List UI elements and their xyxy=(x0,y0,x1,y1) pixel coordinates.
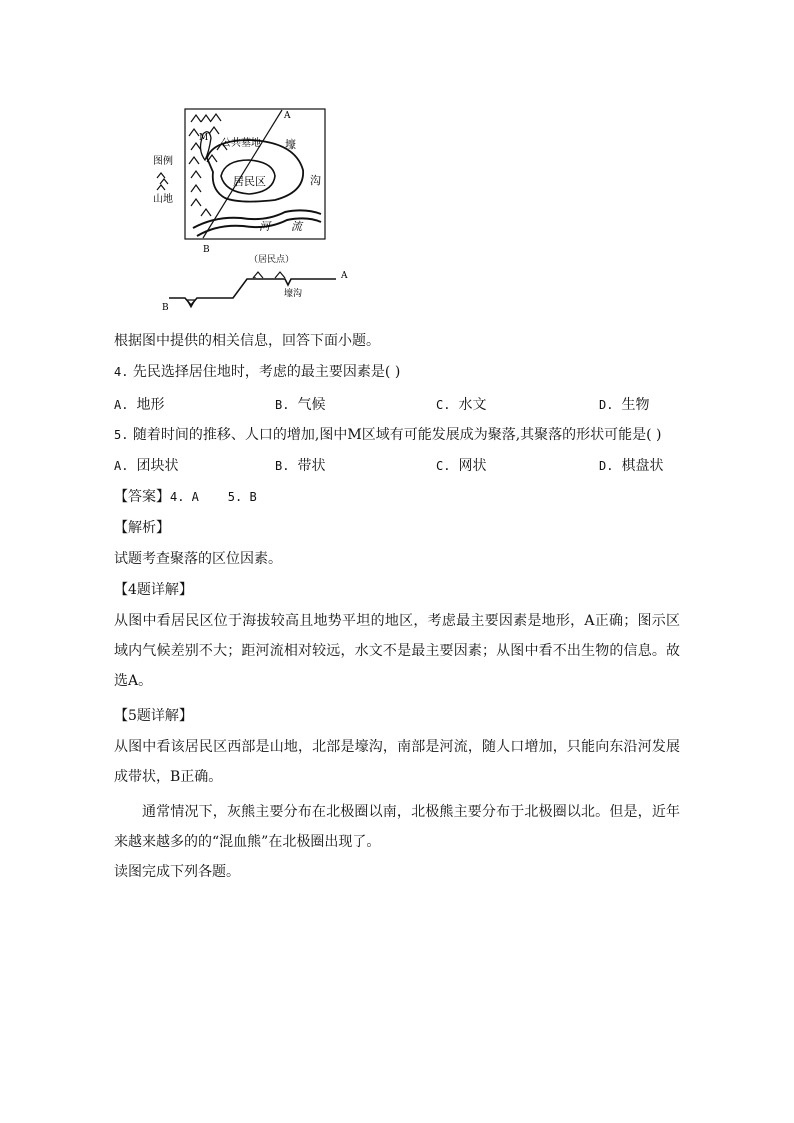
legend-title: 图例 xyxy=(153,156,173,167)
intro-text: 根据图中提供的相关信息，回答下面小题。 xyxy=(114,333,380,349)
residential-label: 居民区 xyxy=(233,175,266,188)
legend-item: 山地 xyxy=(153,194,173,205)
map-and-profile-svg xyxy=(145,100,360,315)
question-4-stem: 先民选择居住地时，考虑的最主要因素是( ) xyxy=(132,364,401,380)
river-label-2: 流 xyxy=(291,220,302,233)
m-label: M xyxy=(199,133,209,143)
detail-5-text: 从图中看该居民区西部是山地，北部是壕沟，南部是河流，随人口增加，只能向东沿河发展成带状，B正确。 xyxy=(114,739,680,785)
q4-option-d: D. 生物 xyxy=(599,397,650,413)
cemetery-label: 公共墓地 xyxy=(221,138,261,149)
next-passage: 通常情况下，灰熊主要分布在北极圈以南，北极熊主要分布于北极圈以北。但是，近年来越来越多的的“混血熊”在北极圈出现了。 xyxy=(114,804,680,850)
detail-4-label: 【4题详解】 xyxy=(114,582,193,598)
profile-label-a: A xyxy=(341,271,348,281)
profile-moat-label: 壕沟 xyxy=(284,289,303,299)
q5-option-b: B. 带状 xyxy=(275,458,326,474)
water-symbol-icon xyxy=(187,300,195,307)
moat-label-1: 壕 xyxy=(285,138,296,151)
q5-option-d: D. 棋盘状 xyxy=(599,458,664,474)
q4-option-c: C. 水文 xyxy=(436,397,487,413)
mountain-area-icon xyxy=(189,114,227,216)
question-5-options xyxy=(114,455,684,475)
house-icons xyxy=(253,272,285,278)
question-5 xyxy=(114,425,662,445)
settlement-map-figure xyxy=(145,100,360,315)
moat-label-2: 沟 xyxy=(310,174,321,187)
answer-line xyxy=(114,487,257,507)
label-b: B xyxy=(203,245,210,255)
river-label-1: 河 xyxy=(259,220,270,233)
question-4 xyxy=(114,362,400,382)
question-4-options xyxy=(114,394,684,414)
question-5-stem: 随着时间的推移、人口的增加,图中M区域有可能发展成为聚落,其聚落的形状可能是( ) xyxy=(132,427,662,443)
q5-option-a: A. 团块状 xyxy=(114,458,179,474)
label-a: A xyxy=(284,111,291,121)
question-5-number: 5. xyxy=(114,428,129,442)
answer-label: 【答案】 xyxy=(114,489,170,505)
analysis-text: 试题考查聚落的区位因素。 xyxy=(114,551,282,567)
answer-text: 4. A 5. B xyxy=(170,490,257,504)
q5-option-c: C. 网状 xyxy=(436,458,487,474)
next-instruction: 读图完成下列各题。 xyxy=(114,864,240,880)
detail-4-text: 从图中看居民区位于海拔较高且地势平坦的地区，考虑最主要因素是地形，A正确；图示区域内气候差别不大；距河流相对较远，水文不是最主要因素；从图中看不出生物的信息。故选A。 xyxy=(114,613,680,689)
detail-5-label: 【5题详解】 xyxy=(114,708,193,724)
profile-label-b: B xyxy=(162,303,169,313)
analysis-label: 【解析】 xyxy=(114,520,170,536)
question-4-number: 4. xyxy=(114,365,129,379)
legend-mountain-icon xyxy=(157,173,168,190)
profile-title: （居民点） xyxy=(249,255,295,265)
q4-option-b: B. 气候 xyxy=(275,397,326,413)
q4-option-a: A. 地形 xyxy=(114,397,165,413)
